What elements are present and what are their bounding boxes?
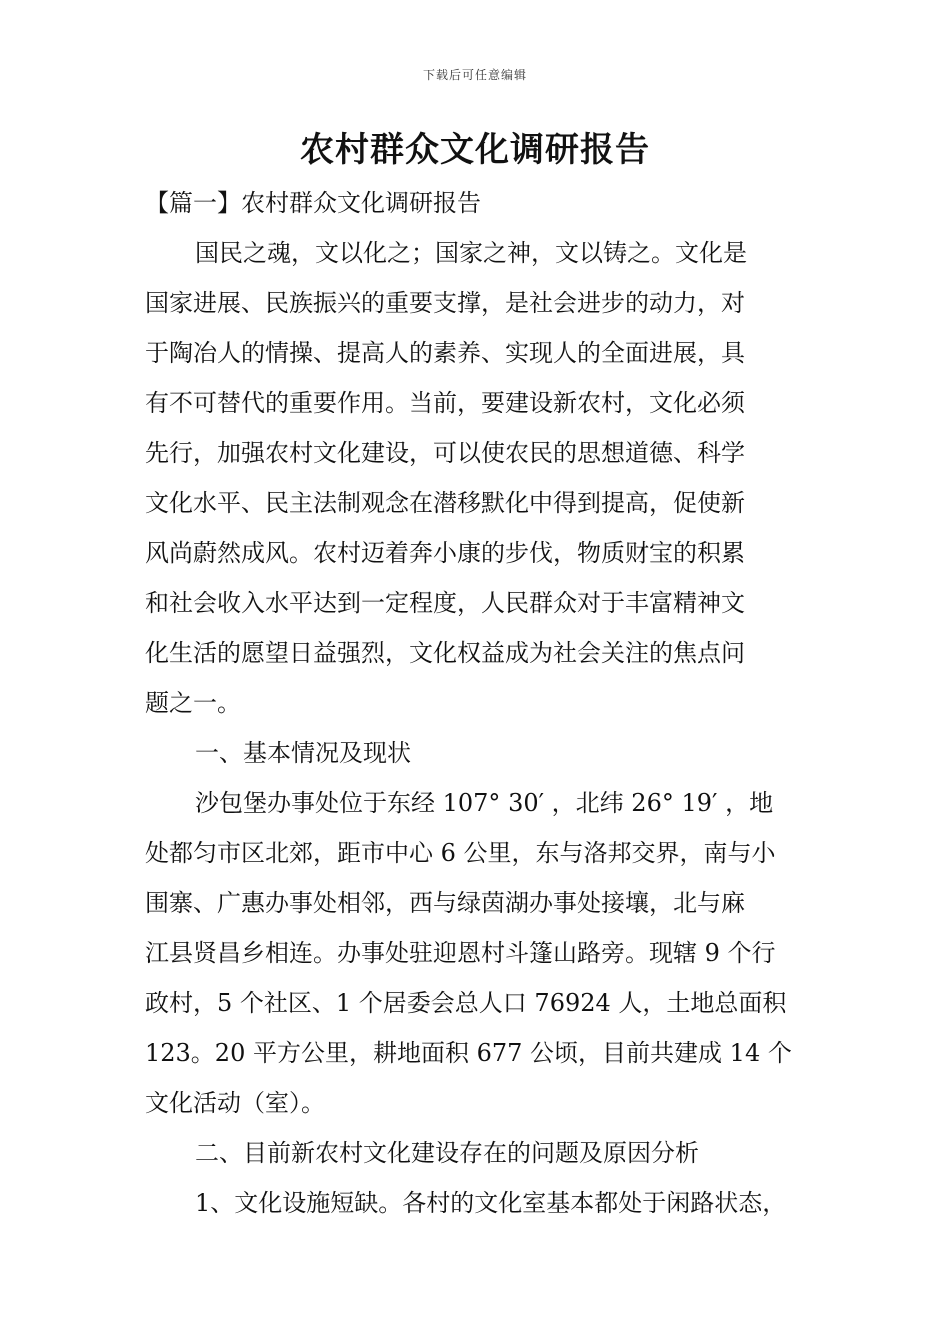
body-line: 围寨、广惠办事处相邻，西与绿茵湖办事处接壤，北与麻 xyxy=(145,889,745,917)
body-line: 政村，5 个社区、1 个居委会总人口 76924 人，土地总面积 xyxy=(145,989,787,1017)
body-line: 先行，加强农村文化建设，可以使农民的思想道德、科学 xyxy=(145,439,745,467)
section-heading: 二、目前新农村文化建设存在的问题及原因分析 xyxy=(195,1139,699,1167)
body-line: 1、文化设施短缺。各村的文化室基本都处于闲路状态， xyxy=(195,1189,787,1217)
body-line: 化生活的愿望日益强烈，文化权益成为社会关注的焦点问 xyxy=(145,639,745,667)
section-heading: 一、基本情况及现状 xyxy=(195,739,411,767)
body-line: 沙包堡办事处位于东经 107° 30′ ，北纬 26° 19′ ，地 xyxy=(195,789,774,817)
body-line: 和社会收入水平达到一定程度，人民群众对于丰富精神文 xyxy=(145,589,745,617)
body-line: 风尚蔚然成风。农村迈着奔小康的步伐，物质财宝的积累 xyxy=(145,539,745,567)
body-line: 国家进展、民族振兴的重要支撑，是社会进步的动力，对 xyxy=(145,289,745,317)
body-line: 国民之魂，文以化之；国家之神，文以铸之。文化是 xyxy=(195,239,747,267)
body-line: 处都匀市区北郊，距市中心 6 公里，东与洛邦交界，南与小 xyxy=(145,839,776,867)
body-line: 有不可替代的重要作用。当前，要建设新农村，文化必须 xyxy=(145,389,745,417)
document-body xyxy=(145,178,810,1228)
body-line: 江县贤昌乡相连。办事处驻迎恩村斗篷山路旁。现辖 9 个行 xyxy=(145,939,776,967)
document-title: 农村群众文化调研报告 xyxy=(300,130,650,170)
body-line: 于陶冶人的情操、提高人的素养、实现人的全面进展，具 xyxy=(145,339,745,367)
body-line: 题之一。 xyxy=(145,689,241,717)
body-line: 文化水平、民主法制观念在潜移默化中得到提高，促使新 xyxy=(145,489,745,517)
header-note: 下载后可任意编辑 xyxy=(422,68,527,82)
body-line: 【篇一】农村群众文化调研报告 xyxy=(145,189,481,217)
body-line: 文化活动（室）。 xyxy=(145,1089,325,1117)
body-line: 123。20 平方公里，耕地面积 677 公顷，目前共建成 14 个 xyxy=(145,1039,792,1067)
